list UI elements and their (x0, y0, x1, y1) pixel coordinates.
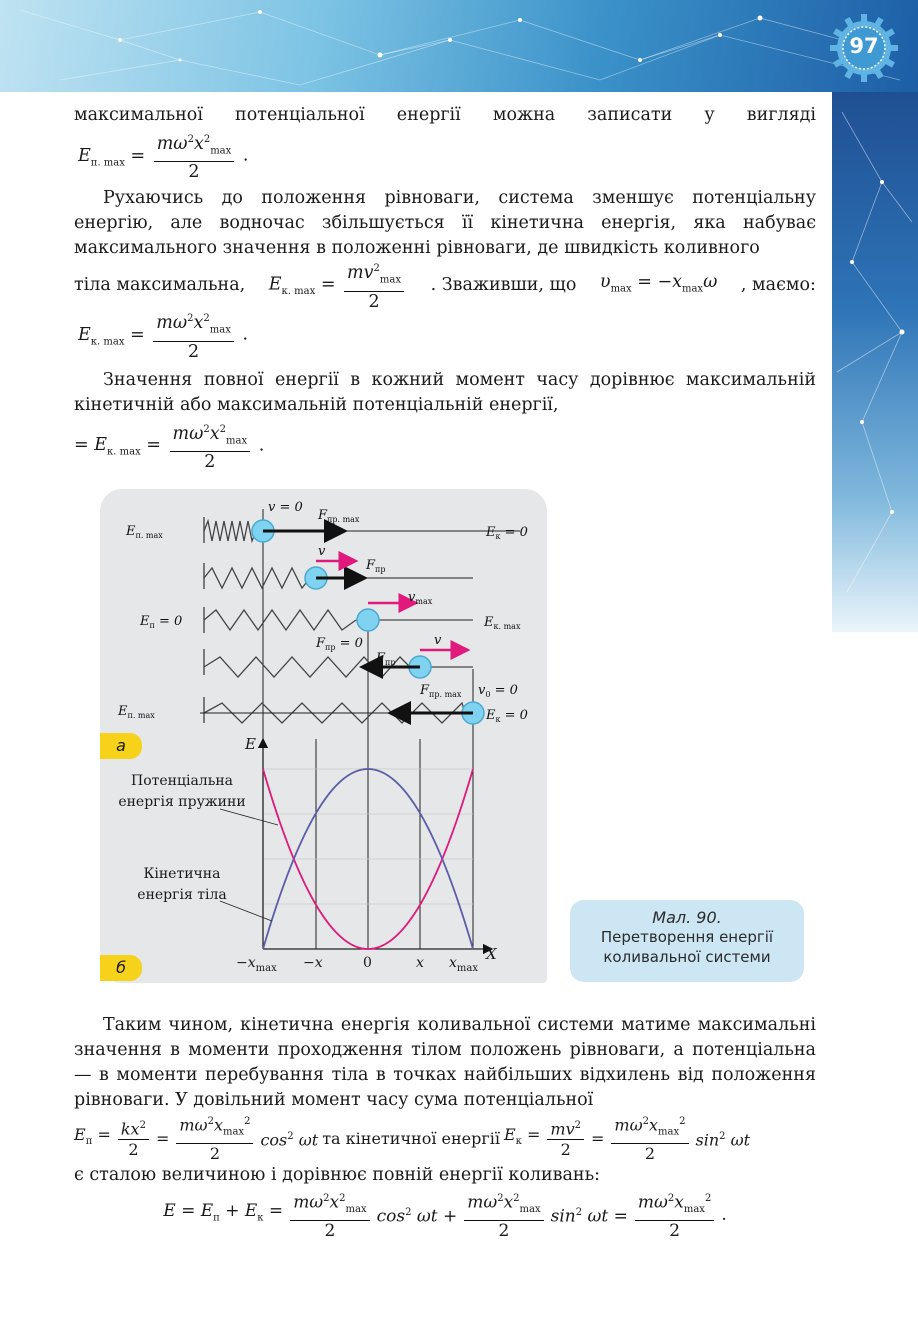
main-text-bottom (74, 1013, 816, 1242)
formula-total: = $E_{к. max}$ = $\frac{m\omega^2x^2_{max}}{2}$ . (74, 420, 816, 472)
kinetic-label: Кінетична енергія тіла (137, 866, 227, 903)
svg-text:v0 = 0: $v_0 = 0$ (478, 683, 518, 699)
svg-text:Fпр. max: $F_{пр. max}$ (318, 508, 360, 524)
figure-label-a: а (100, 733, 142, 759)
formula-ep-ek: $E_п$ = $\frac{kx^2}{2}$ = $\frac{m\omega^2x_{max}^2}{2}$ $\cos^2 \omega t$ та кінетичної енергії $E_к$ = $\frac{mv^2}{2}$ = $\frac{m\omega^2x_{max}^2}{2}$ $\sin^2 \omega t$ (74, 1113, 816, 1163)
axis-e-label: E (245, 735, 256, 753)
figure-label-b: б (100, 955, 142, 981)
paragraph-3: Значення повної енергії в кожний момент часу дорівнює максимальній кінетичній або максимальній потенціальній енергії, (74, 369, 816, 415)
paragraph-2-end: тіла максимальна, $E_{к. max}$ = $\frac{mv^2_{max}}{2}$ . Зваживши, що $\upsilon_{max} = -x_{max}\omega$ , маємо: (74, 261, 816, 309)
svg-text:v: v (318, 544, 326, 559)
svg-text:v = 0: v = 0 (268, 500, 303, 515)
figure-caption: Мал. 90. Перетворення енергії коливальної системи (570, 900, 804, 982)
svg-text:Eк. max: $E_{к. max}$ (484, 615, 521, 631)
svg-text:Eк = 0: $E_к = 0$ (486, 708, 528, 724)
paragraph-1: максимальної потенціальної енергії можна записати у вигляді (74, 105, 816, 125)
svg-text:Eп. max: $E_{п. max}$ (118, 704, 155, 720)
svg-text:v: v (434, 633, 442, 648)
paragraph-4: Таким чином, кінетична енергія коливальної системи матиме максимальні значення в моменти проходження тілом положень рівноваги, а потенціальна — в моменти перебування тіла в точках найбільших відхилень від положення рівноваги. У довільний момент часу сума потенціальної (74, 1015, 816, 1110)
svg-text:Fпр: $F_{пр}$ (366, 558, 386, 574)
paragraph-2: Рухаючись до положення рівноваги, система зменшує потенціальну енергію, але водночас збільшується її кінетична енергія, яка набуває максимального значення в положенні рівноваги, де швидкість коливного (74, 188, 816, 259)
svg-text:Fпр. max: $F_{пр. max}$ (420, 683, 462, 699)
header-banner (0, 0, 918, 92)
spring-energy-figure (100, 489, 547, 983)
svg-text:Eк = 0: $E_к = 0$ (486, 525, 528, 541)
paragraph-5: є сталою величиною і дорівнює повній енергії коливань: (74, 1165, 601, 1185)
svg-text:Fпр = 0: $F_{пр} = 0$ (316, 636, 363, 652)
constellation-decoration (0, 0, 918, 92)
axis-x-label: X (486, 945, 497, 963)
formula-ek-max: $E_{к. max}$ = $\frac{m\omega^2x^2_{max}}{2}$ . (78, 309, 816, 361)
page-number: 97 (849, 34, 879, 58)
potential-label: Потенціальна енергія пружини (118, 773, 246, 810)
figure-panel: v = 0 $F_{пр. max}$ $E_к = 0$ v $F_{пр}$ $v_{max}$ $E_{к. max}$ $F_{пр} = 0$ v $F_{пр}$ $F_{пр. max}$ $v_0 = 0$ $E_к = 0$ $E_{п. max}$ $E_п = 0$ $E_{п. max}$ E X Потенціальна енергія пружини Кінетична енергія тіла $-x_{max}$ −x 0 x $x_{max}$ (100, 489, 547, 983)
svg-text:vmax: $v_{max}$ (408, 590, 433, 606)
svg-text:Fпр: $F_{пр}$ (376, 651, 396, 667)
main-text-top (74, 103, 816, 472)
svg-text:Eп = 0: $E_п = 0$ (140, 614, 183, 630)
formula-ep-max: $E_{п. max}$ = $\frac{m\omega^2x^2_{max}}{2}$ . (78, 130, 816, 182)
svg-text:Eп. max: $E_{п. max}$ (126, 524, 163, 540)
formula-total-energy: $E = E_п + E_к$ = $\frac{m\omega^2x^2_{max}}{2}$ $\cos^2 \omega t$ + $\frac{m\omega^2x^2_{max}}{2}$ $\sin^2 \omega t$ = $\frac{m\omega^2x_{max}^2}{2}$ . (74, 1188, 816, 1242)
side-decoration (832, 92, 918, 632)
